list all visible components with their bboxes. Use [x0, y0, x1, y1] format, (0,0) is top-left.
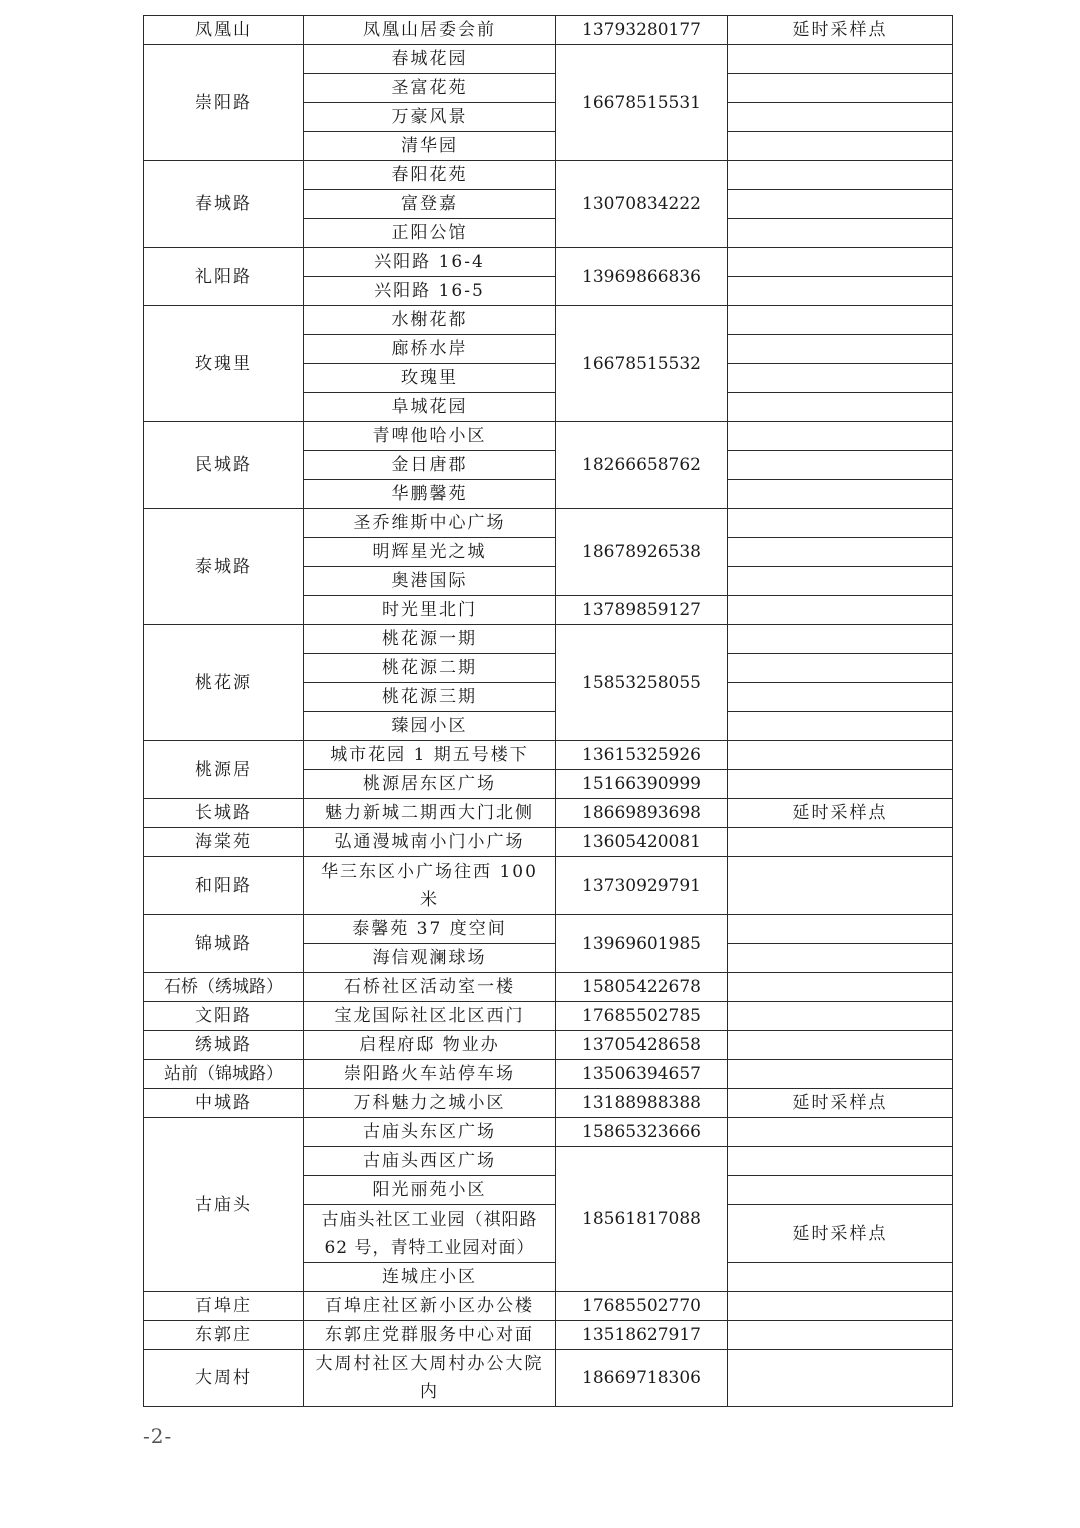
phone-cell: 18266658762 — [556, 422, 728, 509]
note-cell — [728, 422, 953, 451]
table-row — [144, 1031, 953, 1060]
phone-cell: 17685502770 — [556, 1292, 728, 1321]
table-row — [144, 741, 953, 770]
community-cell: 民城路 — [144, 422, 304, 509]
note-cell — [728, 538, 953, 567]
note-cell: 延时采样点 — [728, 1205, 953, 1263]
table-row — [144, 1089, 953, 1118]
table-row — [144, 422, 953, 451]
table-row — [144, 857, 953, 915]
community-cell: 东郭庄 — [144, 1321, 304, 1350]
site-cell: 万科魅力之城小区 — [304, 1089, 556, 1118]
community-cell: 长城路 — [144, 799, 304, 828]
site-cell: 廊桥水岸 — [304, 335, 556, 364]
table-row — [144, 625, 953, 654]
table-row — [144, 1002, 953, 1031]
table-row — [144, 1292, 953, 1321]
site-cell: 臻园小区 — [304, 712, 556, 741]
note-cell — [728, 364, 953, 393]
site-cell: 连城庄小区 — [304, 1263, 556, 1292]
site-cell: 阳光丽苑小区 — [304, 1176, 556, 1205]
community-cell: 泰城路 — [144, 509, 304, 625]
site-cell: 古庙头东区广场 — [304, 1118, 556, 1147]
site-cell: 大周村社区大周村办公大院内 — [304, 1350, 556, 1407]
note-cell — [728, 1350, 953, 1407]
phone-cell: 13730929791 — [556, 857, 728, 915]
community-cell: 锦城路 — [144, 915, 304, 973]
table-row — [144, 1321, 953, 1350]
note-cell — [728, 1263, 953, 1292]
note-cell — [728, 74, 953, 103]
site-cell: 富登嘉 — [304, 190, 556, 219]
site-cell: 海信观澜球场 — [304, 944, 556, 973]
phone-cell: 17685502785 — [556, 1002, 728, 1031]
community-cell: 海棠苑 — [144, 828, 304, 857]
note-cell — [728, 1031, 953, 1060]
site-cell: 城市花园 1 期五号楼下 — [304, 741, 556, 770]
phone-cell: 13615325926 — [556, 741, 728, 770]
phone-cell: 16678515532 — [556, 306, 728, 422]
site-cell: 东郭庄党群服务中心对面 — [304, 1321, 556, 1350]
site-cell: 百埠庄社区新小区办公楼 — [304, 1292, 556, 1321]
site-cell: 兴阳路 16-4 — [304, 248, 556, 277]
site-cell: 阜城花园 — [304, 393, 556, 422]
phone-cell: 18561817088 — [556, 1147, 728, 1292]
phone-cell: 13188988388 — [556, 1089, 728, 1118]
site-cell: 华三东区小广场往西 100 米 — [304, 857, 556, 915]
phone-cell: 13969601985 — [556, 915, 728, 973]
table-row — [144, 306, 953, 335]
table-row — [144, 45, 953, 74]
community-cell: 崇阳路 — [144, 45, 304, 161]
note-cell: 延时采样点 — [728, 799, 953, 828]
community-cell: 石桥（绣城路） — [144, 973, 304, 1002]
table-row — [144, 161, 953, 190]
community-cell: 和阳路 — [144, 857, 304, 915]
phone-cell: 13518627917 — [556, 1321, 728, 1350]
site-cell: 奥港国际 — [304, 567, 556, 596]
note-cell: 延时采样点 — [728, 16, 953, 45]
site-cell: 明辉星光之城 — [304, 538, 556, 567]
note-cell — [728, 915, 953, 944]
table-row — [144, 16, 953, 45]
note-cell: 延时采样点 — [728, 1089, 953, 1118]
phone-cell: 13506394657 — [556, 1060, 728, 1089]
site-cell: 金日唐郡 — [304, 451, 556, 480]
note-cell — [728, 1321, 953, 1350]
site-cell: 春阳花苑 — [304, 161, 556, 190]
site-cell: 清华园 — [304, 132, 556, 161]
note-cell — [728, 1002, 953, 1031]
site-cell: 石桥社区活动室一楼 — [304, 973, 556, 1002]
community-cell: 玫瑰里 — [144, 306, 304, 422]
phone-cell: 16678515531 — [556, 45, 728, 161]
page-number: -2- — [143, 1424, 173, 1448]
phone-cell: 13605420081 — [556, 828, 728, 857]
site-cell: 圣乔维斯中心广场 — [304, 509, 556, 538]
note-cell — [728, 596, 953, 625]
note-cell — [728, 480, 953, 509]
table-row — [144, 248, 953, 277]
community-cell: 桃源居 — [144, 741, 304, 799]
table-row — [144, 1118, 953, 1147]
community-cell: 大周村 — [144, 1350, 304, 1407]
site-cell: 凤凰山居委会前 — [304, 16, 556, 45]
phone-cell: 13705428658 — [556, 1031, 728, 1060]
note-cell — [728, 335, 953, 364]
note-cell — [728, 1118, 953, 1147]
note-cell — [728, 248, 953, 277]
table-row — [144, 973, 953, 1002]
note-cell — [728, 1176, 953, 1205]
note-cell — [728, 973, 953, 1002]
site-cell: 正阳公馆 — [304, 219, 556, 248]
note-cell — [728, 567, 953, 596]
community-cell: 文阳路 — [144, 1002, 304, 1031]
note-cell — [728, 277, 953, 306]
table-row — [144, 1350, 953, 1407]
site-cell: 桃花源三期 — [304, 683, 556, 712]
site-cell: 魅力新城二期西大门北侧 — [304, 799, 556, 828]
community-cell: 桃花源 — [144, 625, 304, 741]
community-cell: 春城路 — [144, 161, 304, 248]
note-cell — [728, 857, 953, 915]
site-cell: 玫瑰里 — [304, 364, 556, 393]
phone-cell: 18669893698 — [556, 799, 728, 828]
table-row — [144, 799, 953, 828]
note-cell — [728, 770, 953, 799]
site-cell: 桃源居东区广场 — [304, 770, 556, 799]
site-cell: 万豪风景 — [304, 103, 556, 132]
table-row — [144, 915, 953, 944]
site-cell: 华鹏馨苑 — [304, 480, 556, 509]
phone-cell: 13969866836 — [556, 248, 728, 306]
phone-cell: 15805422678 — [556, 973, 728, 1002]
site-cell: 圣富花苑 — [304, 74, 556, 103]
note-cell — [728, 103, 953, 132]
note-cell — [728, 741, 953, 770]
note-cell — [728, 219, 953, 248]
site-cell: 古庙头西区广场 — [304, 1147, 556, 1176]
community-cell: 古庙头 — [144, 1118, 304, 1292]
note-cell — [728, 161, 953, 190]
site-cell: 弘通漫城南小门小广场 — [304, 828, 556, 857]
site-cell: 春城花园 — [304, 45, 556, 74]
note-cell — [728, 45, 953, 74]
table-row — [144, 828, 953, 857]
site-cell: 启程府邸 物业办 — [304, 1031, 556, 1060]
phone-cell: 15166390999 — [556, 770, 728, 799]
note-cell — [728, 509, 953, 538]
phone-cell: 18678926538 — [556, 509, 728, 596]
phone-cell: 13070834222 — [556, 161, 728, 248]
note-cell — [728, 683, 953, 712]
site-cell: 桃花源一期 — [304, 625, 556, 654]
note-cell — [728, 393, 953, 422]
table-row — [144, 509, 953, 538]
note-cell — [728, 306, 953, 335]
community-cell: 绣城路 — [144, 1031, 304, 1060]
site-cell: 宝龙国际社区北区西门 — [304, 1002, 556, 1031]
site-cell: 水榭花都 — [304, 306, 556, 335]
community-cell: 站前（锦城路） — [144, 1060, 304, 1089]
site-cell: 古庙头社区工业园（祺阳路 62 号，青特工业园对面） — [304, 1205, 556, 1263]
table-row — [144, 1060, 953, 1089]
note-cell — [728, 1060, 953, 1089]
site-cell: 兴阳路 16-5 — [304, 277, 556, 306]
site-cell: 青啤他哈小区 — [304, 422, 556, 451]
community-cell: 凤凰山 — [144, 16, 304, 45]
phone-cell: 13793280177 — [556, 16, 728, 45]
note-cell — [728, 1147, 953, 1176]
site-cell: 泰馨苑 37 度空间 — [304, 915, 556, 944]
phone-cell: 18669718306 — [556, 1350, 728, 1407]
note-cell — [728, 944, 953, 973]
note-cell — [728, 625, 953, 654]
note-cell — [728, 1292, 953, 1321]
phone-cell: 13789859127 — [556, 596, 728, 625]
note-cell — [728, 828, 953, 857]
note-cell — [728, 451, 953, 480]
phone-cell: 15865323666 — [556, 1118, 728, 1147]
site-cell: 崇阳路火车站停车场 — [304, 1060, 556, 1089]
site-cell: 桃花源二期 — [304, 654, 556, 683]
note-cell — [728, 132, 953, 161]
sampling-points-table — [143, 15, 953, 1407]
community-cell: 礼阳路 — [144, 248, 304, 306]
phone-cell: 15853258055 — [556, 625, 728, 741]
note-cell — [728, 712, 953, 741]
community-cell: 百埠庄 — [144, 1292, 304, 1321]
note-cell — [728, 654, 953, 683]
note-cell — [728, 190, 953, 219]
site-cell: 时光里北门 — [304, 596, 556, 625]
community-cell: 中城路 — [144, 1089, 304, 1118]
